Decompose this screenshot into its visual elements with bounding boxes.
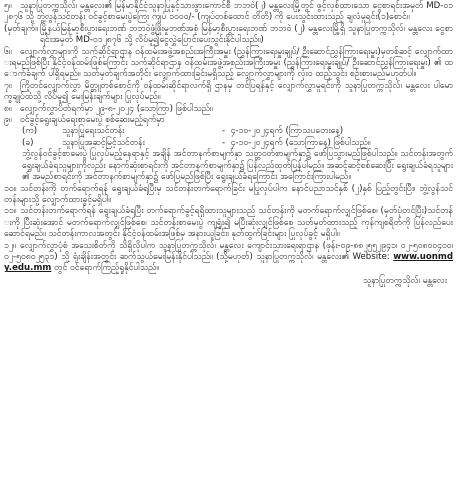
paragraph-9-detail: ဘွဲ့လွန်ဝင်ခွင့်စာမေးပွဲ ပြုလုပ်မည့်နေရာနှင့် အချိန် အင်တာနက်စာမျက်နှာ သတ္တဝတ်စာမျက်နှာ၌ ဖော်ပြသွားမည်ဖြစ်ပါသည်။ သင်တန်းအတွက် ရွေးချယ်ခံရသူများကိုလည်း နောက်ဆုံးစာရင်းကို အင်တာနက်စာမျက်နှာ၌ ပြန်လည်ထုတ်ပြန်ပါမည်။ အဆင့်ဆင့်စစ်ဆေးပြီး ရွေးချယ်ခံရသူများ၏ အမည်စာရင်းကို အင်တာနက်စာမျက်နှာ၌ ဖော်ပြမည်ဖြစ်ပြီး ရွေးချယ်ခံရကြောင်း အကြောင်းကြားပါမည်။ bbox=[22, 149, 454, 183]
paragraph-number: ၁၀။ bbox=[4, 183, 17, 194]
paragraph-number: ၈။ bbox=[4, 103, 12, 114]
paragraph-number: ၁၂။ bbox=[4, 240, 16, 251]
paragraph-text: လျှောက်လွှာပုံစံ အသေးစိတ်ကို သိရှိလိုပါက သူနာပြုတက္ကသိုလ်၊ မန္တလေး ကျောင်းသားရေးရာဌာန (ဖုန်း-၀၉-၈၈၂၅၅၂၉၄၁၊ ၀၂-၅၀၈၀၀၄၀၀၊ ၀၂-၅၀၈၀၂၅၃၁) သို့ ရုံးချိန်းအတွင်း ဆက်သွယ်မေးမြန်းနိုင်ပါသည်။ (သို့မဟုတ်) သူနာပြုတက္ကသိုလ်၊ မန္တလေး၏ Website: bbox=[4, 240, 453, 262]
paragraph-number: ၅။ bbox=[4, 1, 12, 11]
item-label: သူနာပြုရေးသင်တန်း bbox=[62, 126, 125, 137]
paragraph-10 bbox=[4, 184, 453, 207]
paragraph-text: သင်တန်းကို တက်ရောက်ရန် ရွေးချယ်ခံရပြီးမှ သင်တန်းတက်ရောက်ခြင်း မပြုလုပ်ပါက နောင်ပညာသင်နှစ် (၂)နှစ် ပြည့်တွင်းပြီး၊ ဘွဲ့လွန်သင်တန်းများသို့ လျှောက်ထားခွင့်မရှိပါ။ bbox=[4, 183, 453, 205]
note-label: (မှတ်ချက်။ bbox=[4, 23, 38, 34]
paragraph-number: ၁၁။ bbox=[4, 206, 17, 217]
item-date: ၄-၁၀-၂၀၂၄ရက် (သောကြာနေ့) ဖြစ်ပါသည်။ bbox=[230, 137, 371, 148]
paragraph-9 bbox=[4, 115, 453, 126]
paragraph-number: ၇။ bbox=[4, 80, 12, 91]
note-block bbox=[4, 24, 453, 47]
exam-date-item bbox=[4, 126, 453, 137]
item-dash: - bbox=[222, 137, 226, 148]
paragraph-11 bbox=[4, 206, 453, 240]
website-link[interactable]: www.uonmdy.edu.mm bbox=[4, 251, 453, 274]
paragraph-number: ၉။ bbox=[4, 115, 12, 126]
paragraph-12 bbox=[4, 241, 453, 275]
paragraph-text: ဝင်ခွင့်ရွေးချယ်ရေးစာမေးပွဲ စစ်ဆေးမည့်ရက်မှာ bbox=[20, 115, 165, 126]
item-key: (က) bbox=[22, 126, 38, 137]
exam-date-item bbox=[4, 138, 453, 149]
paragraph-8 bbox=[4, 104, 453, 115]
item-value bbox=[222, 126, 453, 137]
item-date: ၄-၁၀-၂၀၂၄ရက် (ကြာသပတေးနေ့) bbox=[230, 126, 344, 137]
paragraph-7 bbox=[4, 81, 453, 104]
paragraph-text: လျှောက်လွှာပိတ်ရက်မှာ ၂၉-၈-၂၀၂၄ (သောကြာ) ဖြစ်ပါသည်။ bbox=[20, 103, 213, 114]
paragraph-text: သင်တန်းတက်ရောက်ရန် ရွေးချယ်ခံရပြီး တက်ရောက်ခွင့်ရရှိထားသူများသည် သင်တန်းကို မတက်ရောက်လျှင်ဖြစ်စေ၊ (မှတ်ပုံတင်ပြီး)သင်တန်းကို ပြီးဆုံးအောင် မတက်ရောက်လျှင်ဖြစ်စေ၊ သင်တန်းစာမေးပွဲ ကျရှုံး၍ မပြီးဆုံးလျှင်ဖြစ်စေ သတ်မှတ်ထားသည့် ကုန်ကျစရိတ်ကို ပြန်လည်ပေးဆောင်ရမည်။ သင်တန်းကာလအတွင်း နိုင်ငံ့ဝန်ထမ်းအဖြစ်မှ အနားယူခြင်း၊ နုတ်ထွက်ခြင်းများ ပြုလုပ်ခွင့် မရှိပါ။ bbox=[4, 206, 453, 240]
item-dash: - bbox=[222, 126, 226, 137]
paragraph-text: ကြိုတင်လျှောက်လွှာ မိတ္တူတစ်စောင်ကို ဝန်ထမ်းဆိုင်ရာလက်ရှိ ဌာနမှ တင်ပြရန်နှင့် လျှောက်လွှာမူရင်းကို သူနာပြုတက္ကသိုလ်၊ မန္တလေး ပါမောက္ခချုပ်ထံသို့ လိပ်မူ၍ မေးမြန်းချက်များ ပြုလုပ်မည်။ bbox=[4, 80, 453, 103]
item-label: သူနာပြုအဆင့်မြင့်သင်တန်း bbox=[62, 137, 145, 148]
note-text: မြို့နယ်မြန်မာ့စီးပွားရေးဘဏ် ဘဘ၀ဲဖွံ့ဖြိုးမှုဘဏ်အစုံ မြန်မာ့စီးပွားရေးဘဏ် ဘဘ၀ဲ (၂) မန္တလေးမြို့ရှိ သူနာပြုတက္ကသိုလ်၊ မန္တလေး ငွေစာရင်းအမှတ် MD-၀၁၂၈၇၆ သို့ လိပ်မူ၍ငွေလွှဲပြောင်းပေးသွင်းနိုင်ပါသည်။) bbox=[40, 23, 453, 46]
signature: သူနာပြုတက္ကသိုလ်၊ မန္တလေး bbox=[362, 275, 447, 286]
paragraph-text: သူနာပြုတက္ကသိုလ်၊ မန္တလေး၏ မြန်မာနိုင်ငံသူနာပြုနှင့်သားဖွားကောင်စီ ဘဘ၀ဲ(၂) မန္တလေးမြို့တွင် ဖွင့်လှစ်ထားသော ငွေစာရင်းအမှတ် MD-၀၁၂၈၇၆ သို့ ဘွဲ့လွန်သင်တန်း ဝင်ခွင့်စာမေးပွဲကြေး ကျပ် ၁၀၀၀/- (ကျပ်တစ်ထောင် တိတိ) ကို ပေးသွင်းထားသည့် ချလံမူရင်း(၁)စောင်။ bbox=[4, 1, 453, 23]
paragraph-5 bbox=[4, 1, 453, 24]
paragraph-6 bbox=[4, 47, 453, 81]
item-value bbox=[222, 138, 453, 149]
paragraph-tail: တွင် ဝင်ရောက်ကြည့်ရှုနိုင်ပါသည်။ bbox=[51, 263, 160, 274]
paragraph-text: လျှောက်လွှာများကို သက်ဆိုင်ရာဌာန ဝန်ထမ်းအဖွဲ့အစည်းအကြီးအမှူး (ညွှန်ကြားရေးမှူးချုပ်/ ဦးဆောင်ညွှန်ကြားရေးမှူး)မှတစ်ဆင့် လျှောက်ထားရမည်ဖြစ်ပြီး နိုင်ငံ့ဝန်ထမ်းဖြစ်ကြောင်း သက်ဆိုင်ရာဌာန ဝန်ထမ်းအဖွဲ့အစည်းအကြီးအမှူး (ညွှန်ကြားရေးမှူးချုပ်/ ဦးဆောင်ညွှန်ကြားရေးမှူး) ၏ ထောက်ခံချက် ပါရှိရမည်။ သတ်မှတ်ချက်အတိုင်း လျှောက်ထားခြင်းမရှိသည့် လျှောက်လွှာများကို လုံးဝ ထည့်သွင်း စဉ်းစားမည်မဟုတ်ပါ။ bbox=[4, 46, 453, 80]
paragraph-number: ၆။ bbox=[4, 46, 12, 57]
item-key: (ခ) bbox=[22, 137, 34, 148]
